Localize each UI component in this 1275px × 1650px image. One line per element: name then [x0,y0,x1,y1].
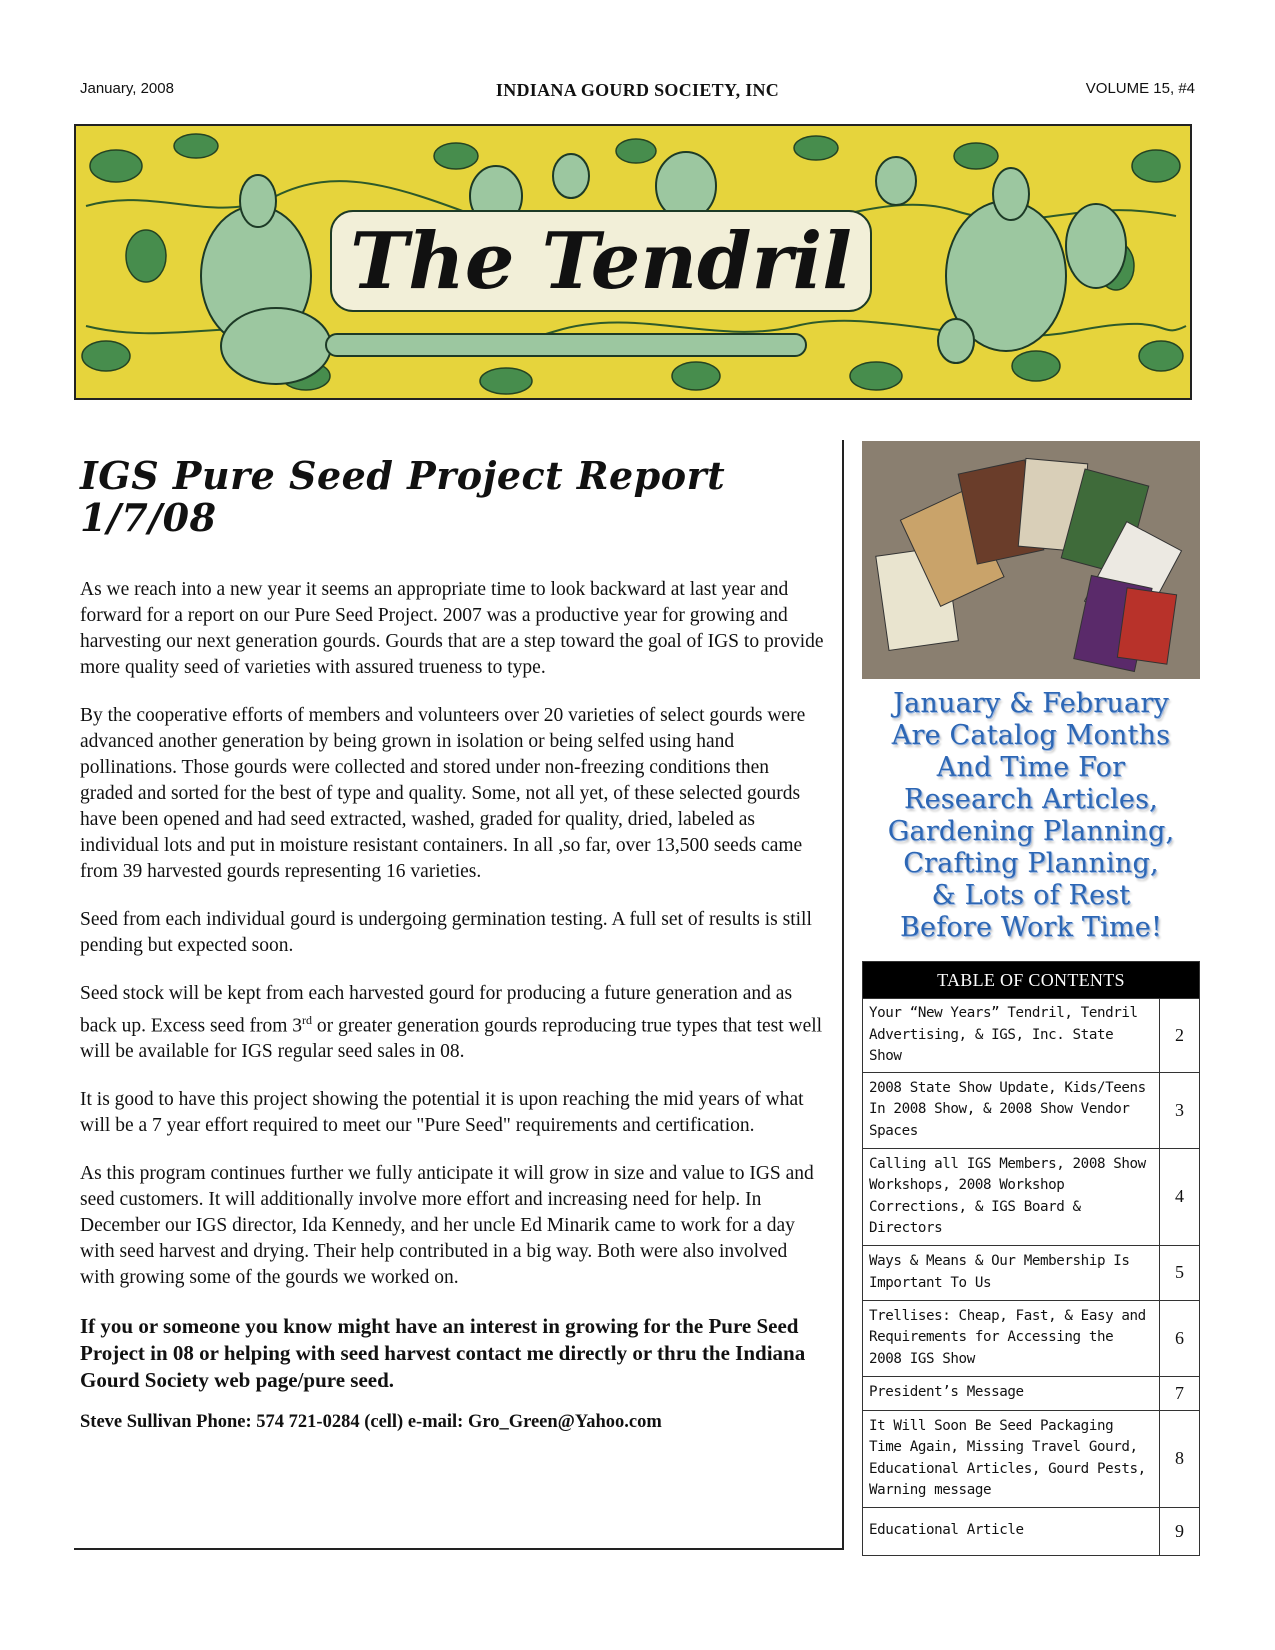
volunteer-callout: If you or someone you know might have an interest in growing for the Pure Seed Project in 08 or helping with seed harvest contact me directly or thru the Indiana Gourd Society web page/pure seed. [80,1314,806,1393]
catalog-months-promo [858,688,1204,944]
promo-line: And Time For [936,752,1126,783]
toc-entry-page: 2 [1160,999,1200,1073]
promo-line: January & February [893,688,1169,719]
toc-row[interactable] [863,1148,1200,1245]
article-bottom-rule [74,1548,844,1550]
organization-name: INDIANA GOURD SOCIETY, INC [495,80,780,100]
toc-row[interactable] [863,1072,1200,1148]
table-of-contents [862,961,1200,1556]
toc-row[interactable] [863,1376,1200,1410]
toc-entry-page: 9 [1160,1507,1200,1555]
gourd-vine-artwork [76,126,1190,398]
toc-row[interactable] [863,999,1200,1073]
promo-line: Research Articles, [904,784,1158,815]
article-paragraph-6: As this program continues further we fully anticipate it will grow in size and value to IGS and seed customers. It will additionally involve more effort and increasing need for help. In December our IGS director, Ida Kennedy, and her uncle Ed Minarik came to work for a day with seed harvest and drying. Their help contributed in a big way. Both were also involved with growing some of the gourds we worked on. [80,1163,814,1289]
main-article [80,455,825,1433]
toc-entry-title: Ways & Means & Our Membership Is Important To Us [863,1245,1160,1300]
toc-entry-page: 8 [1160,1410,1200,1507]
contact-line: Steve Sullivan Phone: 574 721-0284 (cell) e-mail: Gro_Green@Yahoo.com [80,1412,662,1433]
toc-entry-title: Calling all IGS Members, 2008 Show Workshops, 2008 Workshop Corrections, & IGS Board & Directors [863,1148,1160,1245]
toc-entry-title: Educational Article [863,1507,1160,1555]
toc-entry-page: 5 [1160,1245,1200,1300]
toc-entry-title: President’s Message [863,1376,1160,1410]
toc-entry-page: 6 [1160,1300,1200,1376]
column-divider [842,440,844,1550]
toc-heading: TABLE OF CONTENTS [863,962,1200,999]
promo-line: & Lots of Rest [931,880,1131,911]
article-paragraph-3: Seed from each individual gourd is undergoing germination testing. A full set of results is still pending but expected soon. [80,908,812,956]
masthead-title: The Tendril [350,216,852,307]
toc-entry-title: It Will Soon Be Seed Packaging Time Again, Missing Travel Gourd, Educational Articles, Gourd Pests, Warning message [863,1410,1160,1507]
article-paragraph-1: As we reach into a new year it seems an appropriate time to look backward at last year and forward for a report on our Pure Seed Project. 2007 was a productive year for growing and harvesting our next generation gourds. Gourds that are a step toward the goal of IGS to provide more quality seed of varieties with assured trueness to type. [80,578,824,678]
toc-entry-page: 7 [1160,1376,1200,1410]
toc-entry-title: 2008 State Show Update, Kids/Teens In 2008 Show, & 2008 Show Vendor Spaces [863,1072,1160,1148]
seed-catalogs-photo [862,441,1200,679]
toc-entry-title: Trellises: Cheap, Fast, & Easy and Requirements for Accessing the 2008 IGS Show [863,1300,1160,1376]
toc-row[interactable] [863,1300,1200,1376]
masthead-banner [74,124,1192,400]
toc-entry-page: 3 [1160,1072,1200,1148]
toc-row[interactable] [863,1410,1200,1507]
toc-row[interactable] [863,1245,1200,1300]
volume-number: VOLUME 15, #4 [1085,80,1195,97]
toc-entry-title: Your “New Years” Tendril, Tendril Advertising, & IGS, Inc. State Show [863,999,1160,1073]
article-title: IGS Pure Seed Project Report 1/7/08 [80,453,726,540]
issue-date: January, 2008 [80,80,174,97]
toc-entry-page: 4 [1160,1148,1200,1245]
toc-row[interactable] [863,1507,1200,1555]
article-paragraph-4: Seed stock will be kept from each harvested gourd for producing a future generation and as back up. Excess seed from 3rd or greater generation gourds reproducing true types that test well will be available for IGS regular seed sales in 08. [80,982,823,1063]
promo-line: Gardening Planning, [887,816,1175,847]
promo-line: Before Work Time! [899,912,1163,943]
article-paragraph-2: By the cooperative efforts of members and volunteers over 20 varieties of select gourds were advanced another generation by being grown in isolation or being selfed using hand pollinations. Those gourds were collected and stored under non-freezing conditions then graded and sorted for the best of type and quality. Some, not all yet, of these selected gourds have been opened and had seed extracted, washed, graded for quality, dried, labeled as individual lots and put in moisture resistant containers. In all ,so far, over 13,500 seeds came from 39 harvested gourds representing 16 varieties. [80,704,806,882]
article-paragraph-5: It is good to have this project showing the potential it is upon reaching the mid years of what will be a 7 year effort required to meet our "Pure Seed" requirements and certification. [80,1089,804,1137]
promo-line: Crafting Planning, [903,848,1159,879]
promo-line: Are Catalog Months [891,720,1171,751]
